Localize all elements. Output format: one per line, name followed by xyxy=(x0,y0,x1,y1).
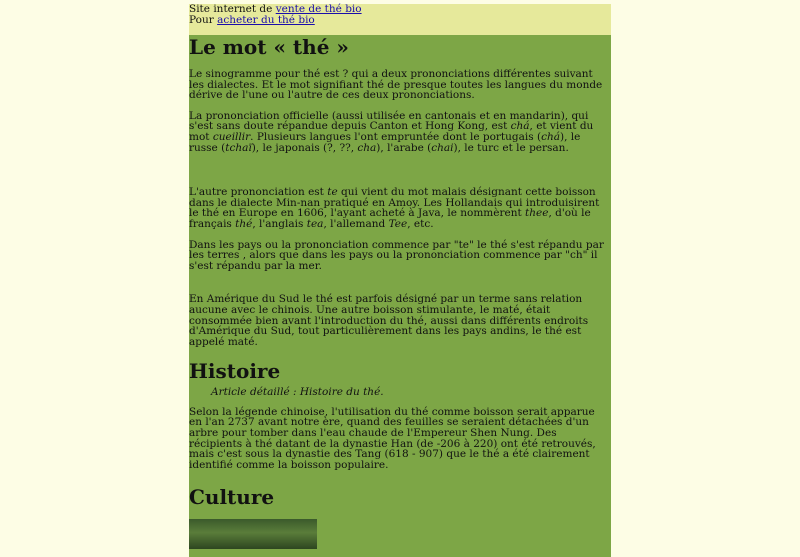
page-wrapper xyxy=(189,4,611,557)
banner-line-2 xyxy=(189,15,611,26)
paragraph-legende: Selon la légende chinoise, l'utilisation du thé comme boisson serait apparue en l'an 2737 avant notre ère, quand des feuilles se seraient détachées d'un arbre pour tomber dans l'eau chaude de l'Empereur Shen Nung. Des récipients à thé datant de la dynastie Han (de -206 à 220) ont été retrouvés, mais c'est sous la dynastie des Tang (618 - 907) que le thé a été clairement identifié comme la boisson populaire. xyxy=(189,405,596,471)
term-chai: chai xyxy=(431,141,454,154)
heading-histoire: Histoire xyxy=(189,359,281,384)
term-cha-japonais: cha xyxy=(357,141,377,154)
term-tee: Tee xyxy=(388,217,408,230)
term-cha-portugais: chá xyxy=(541,130,560,143)
heading-culture: Culture xyxy=(189,485,275,510)
spacer xyxy=(189,271,611,294)
paragraph-amerique-du-sud: En Amérique du Sud le thé est parfois désigné par un terme sans relation aucune avec le chinois. Une autre boisson stimulante, le maté, était consommée bien avant l'introduction du thé, aussi dans différents endroits d'Amérique du Sud, tout particulièrement dans les pays andins, le thé est appelé maté. xyxy=(189,293,589,348)
banner-line-2-text: Pour xyxy=(189,14,218,26)
text: , l'anglais xyxy=(252,217,307,230)
term-tchai: tchaï xyxy=(225,141,252,154)
text: , d'où le français xyxy=(189,207,591,230)
banner-line-1-text: Site internet de xyxy=(189,3,276,15)
paragraph-sinogramme: Le sinogramme pour thé est ? qui a deux prononciations différentes suivant les dialectes. Et le mot signifiant thé de presque toutes les langues du monde dérive de l'une ou l'autre de ces deux prononciations. xyxy=(189,68,603,102)
text: , l'allemand xyxy=(323,217,389,230)
text: La prononciation officielle (aussi utilisée en cantonais et en mandarin), qui s'est sans doute répandue depuis Canton et Hong Kong, est xyxy=(189,109,589,133)
paragraph-prononciation-officielle xyxy=(189,111,611,153)
histoire-note-text: Article détaillé : Histoire du thé. xyxy=(211,386,384,399)
term-thee: thee xyxy=(525,207,549,220)
link-acheter-the-bio[interactable]: acheter du thé bio xyxy=(217,14,315,26)
text: ), le russe ( xyxy=(189,130,581,154)
term-te: te xyxy=(327,186,338,199)
term-tea: tea xyxy=(306,217,324,230)
culture-image xyxy=(189,519,317,549)
text: qui vient du mot malais désignant cette boisson dans le dialecte Min-nan pratiqué en Amoy. Les Hollandais qui introduisirent le thé en Europe en 1606, l'ayant acheté à Java, le nommèrent xyxy=(189,186,600,220)
article-title: Le mot « thé » xyxy=(189,35,349,59)
term-cueillir: cueillir xyxy=(212,130,251,143)
text: ), l'arabe ( xyxy=(376,141,432,154)
paragraph-repandu: Dans les pays ou la prononciation commence par "te" le thé s'est répandu par les terres , alors que dans les pays ou la prononciation commence par "ch" il s'est répandu par la mer. xyxy=(189,238,604,272)
histoire-note xyxy=(189,387,611,398)
text: ), le japonais (?, ??, xyxy=(251,141,358,154)
spacer xyxy=(189,153,611,187)
top-banner xyxy=(189,4,611,35)
text: , etc. xyxy=(407,217,434,230)
link-vente-the-bio[interactable]: vente de thé bio xyxy=(275,3,362,15)
text: L'autre prononciation est xyxy=(189,186,328,199)
term-cha: chá xyxy=(510,120,530,133)
paragraph-autre-prononciation xyxy=(189,187,611,229)
text: . Plusieurs langues l'ont empruntée dont le portugais ( xyxy=(250,130,542,143)
term-the: thé xyxy=(235,217,253,230)
article-content xyxy=(189,35,611,557)
text: , et vient du mot xyxy=(189,120,594,143)
text: ), le turc et le persan. xyxy=(453,141,569,154)
